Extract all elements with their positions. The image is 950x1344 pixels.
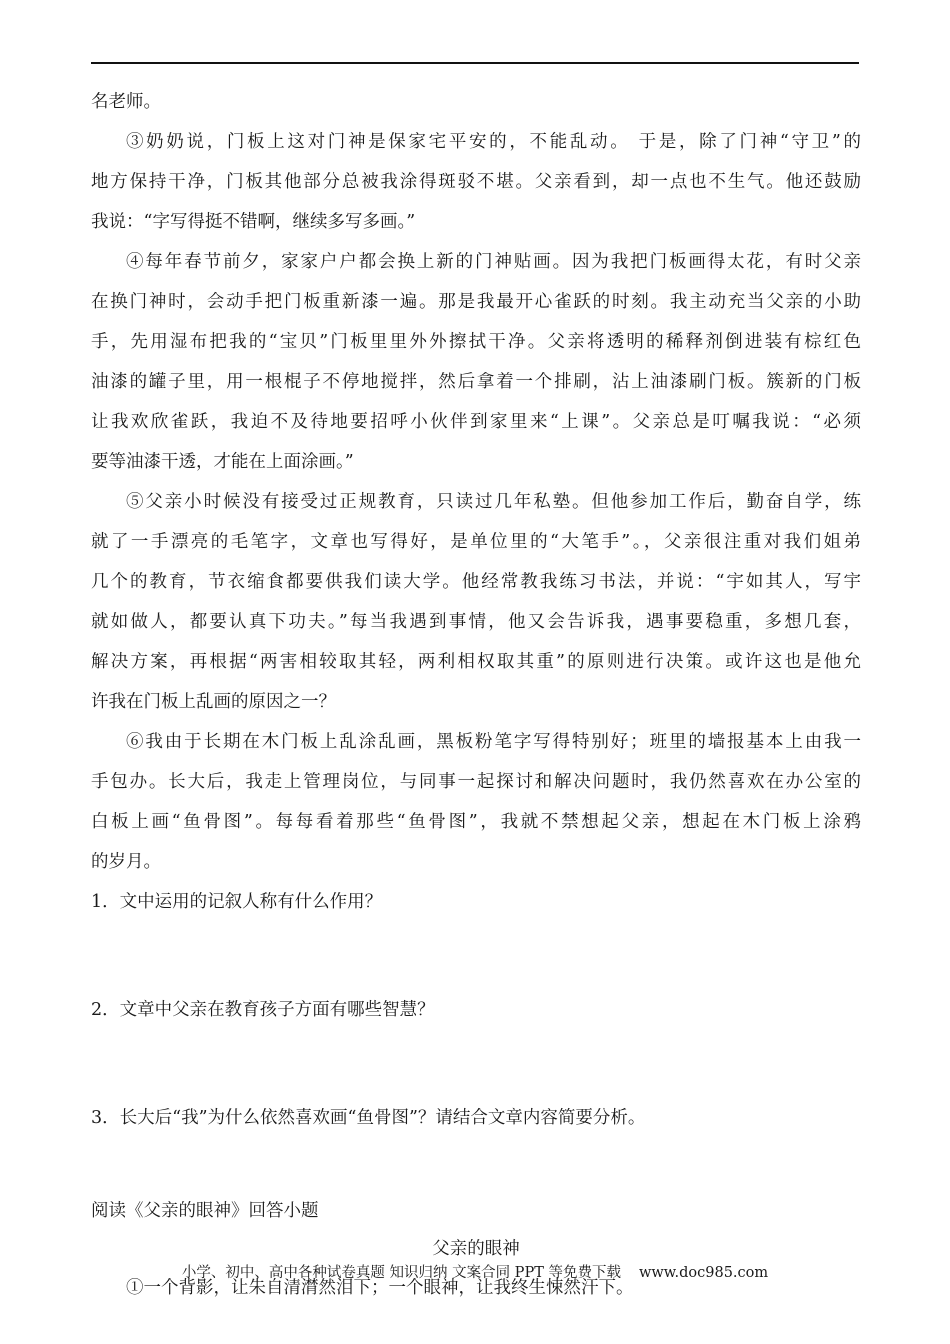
paragraph-line: ④每年春节前夕，家家户户都会换上新的门神贴画。因为我把门板画得太花，有时父亲 (126, 252, 861, 272)
paragraph-line: 让我欢欣雀跃，我迫不及待地要招呼小伙伴到家里来“上课”。父亲总是叮嘱我说：“必须 (91, 412, 861, 432)
paragraph-line: 油漆的罐子里，用一根棍子不停地搅拌，然后拿着一个排刷，沾上油漆刷门板。簇新的门板 (91, 372, 861, 392)
header-rule (91, 62, 859, 64)
next-passage-paragraph-1: ①一个背影，让朱自清潸然泪下；一个眼神，让我终生悚然汗下。 (126, 1278, 634, 1298)
question-1: 1．文中运用的记叙人称有什么作用？ (91, 892, 383, 912)
page-content (91, 82, 861, 1308)
answer-space-1 (91, 922, 861, 990)
footer-text: 小学、初中、高中各种试卷真题 知识归纳 文案合同 PPT 等免费下载 (181, 1265, 621, 1281)
paragraph-line: 手包办。长大后，我走上管理岗位，与同事一起探讨和解决问题时，我仍然喜欢在办公室的 (91, 772, 861, 792)
paragraph-line: ⑥我由于长期在木门板上乱涂乱画，黑板粉笔字写得特别好；班里的墙报基本上由我一 (126, 732, 861, 752)
question-2: 2．文章中父亲在教育孩子方面有哪些智慧？ (91, 1000, 435, 1020)
paragraph-4 (91, 242, 861, 482)
paragraph-line: 许我在门板上乱画的原因之一？ (91, 692, 336, 712)
passage-title: 父亲的眼神 (432, 1239, 520, 1259)
paragraph-line: 的岁月。 (91, 852, 161, 872)
page-footer (0, 1263, 950, 1283)
paragraph-line: 解决方案，再根据“两害相较取其轻，两利相权取其重”的原则进行决策。或许这也是他允 (91, 652, 861, 672)
paragraph-line: 在换门神时，会动手把门板重新漆一遍。那是我最开心雀跃的时刻。我主动充当父亲的小助 (91, 292, 861, 312)
paragraph-line: 就了一手漂亮的毛笔字，文章也写得好，是单位里的“大笔手”。，父亲很注重对我们姐弟 (91, 532, 861, 552)
answer-space-2 (91, 1030, 861, 1098)
paragraph-3 (91, 122, 861, 242)
paragraph-line: 手，先用湿布把我的“宝贝”门板里里外外擦拭干净。父亲将透明的稀释剂倒进装有棕红色 (91, 332, 861, 352)
paragraph-line: 就如做人，都要认真下功夫。”每当我遇到事情，他又会告诉我，遇事要稳重，多想几套， (91, 612, 861, 632)
answer-space-3 (91, 1138, 861, 1192)
paragraph-line: 要等油漆干透，才能在上面涂画。” (91, 452, 354, 472)
paragraph-line: 地方保持干净，门板其他部分总被我涂得斑驳不堪。父亲看到，却一点也不生气。他还鼓励 (91, 172, 861, 192)
footer-url: www.doc985.com (638, 1265, 769, 1281)
paragraph-5 (91, 482, 861, 722)
paragraph-line: 白板上画“鱼骨图”。每每看着那些“鱼骨图”，我就不禁想起父亲，想起在木门板上涂鸦 (91, 812, 861, 832)
paragraph-line: 我说：“字写得挺不错啊，继续多写多画。” (91, 212, 416, 232)
section-intro: 阅读《父亲的眼神》回答小题 (91, 1201, 319, 1221)
paragraph-line: ③奶奶说，门板上这对门神是保家宅平安的，不能乱动。 于是，除了门神“守卫”的 (126, 132, 861, 152)
paragraph-line: 几个的教育，节衣缩食都要供我们读大学。他经常教我练习书法，并说：“宇如其人，写宇 (91, 572, 861, 592)
paragraph-line: ⑤父亲小时候没有接受过正规教育，只读过几年私塾。但他参加工作后，勤奋自学，练 (126, 492, 861, 512)
question-3: 3．长大后“我”为什么依然喜欢画“鱼骨图”？请结合文章内容简要分析。 (91, 1108, 646, 1128)
paragraph-6 (91, 722, 861, 882)
paragraph-2-tail: 名老师。 (91, 92, 161, 112)
